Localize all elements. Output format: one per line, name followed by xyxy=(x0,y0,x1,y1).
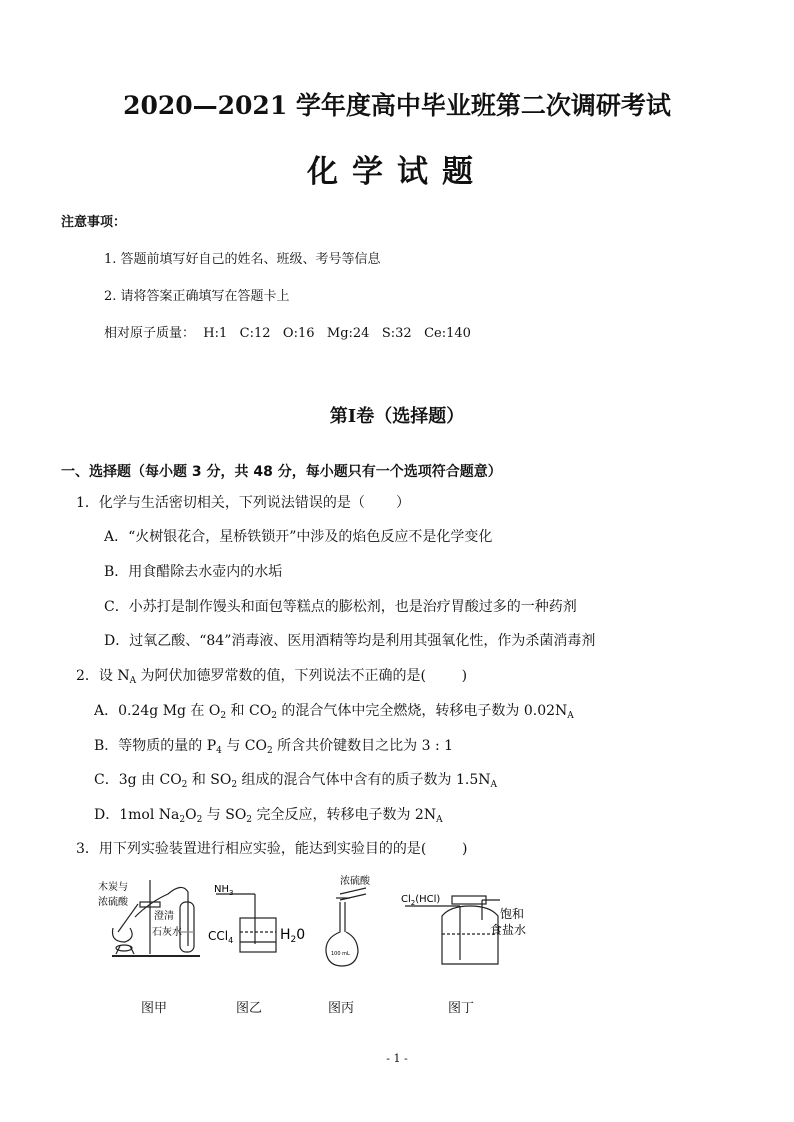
q1-option-b: B．用食醋除去水壶内的水垢 xyxy=(104,564,283,580)
notice-item-1: 1. 答题前填写好自己的姓名、班级、考号等信息 xyxy=(104,252,381,267)
fig-ding-gas: $Cl_2(HCl)$ xyxy=(401,894,441,907)
q3-apparatus-figures xyxy=(90,872,550,977)
notice-item-2: 2. 请将答案正确填写在答题卡上 xyxy=(104,289,290,304)
q1-option-c: C．小苏打是制作馒头和面包等糕点的膨松剂，也是治疗胃酸过多的一种药剂 xyxy=(104,599,577,615)
fig-yi-liquid-2: $H_20$ xyxy=(280,927,306,945)
fig-jia-label-1: 木炭与 xyxy=(98,882,128,893)
section-title: 第Ⅰ卷（选择题） xyxy=(329,406,465,427)
exam-title: 2020—2021 学年度高中毕业班第二次调研考试 xyxy=(123,91,671,120)
subject-title: 化学试题 xyxy=(307,154,487,190)
fig-ding-label-2: 食盐水 xyxy=(490,923,527,937)
caption-fig-yi: 图乙 xyxy=(236,1001,263,1016)
q2-option-a: A．0.24g Mg 在 $O_2$ 和 $CO_2$ 的混合气体中完全燃烧，转移电子数为 $0.02N_A$ xyxy=(94,703,574,721)
fig-jia-label-2: 浓硫酸 xyxy=(98,897,128,908)
fig-jia-label-4: 石灰水 xyxy=(152,927,182,938)
part-heading: 一、选择题（每小题 3 分，共 48 分，每小题只有一个选项符合题意） xyxy=(61,464,502,480)
notice-heading: 注意事项： xyxy=(61,215,127,230)
q3-stem: 3．用下列实验装置进行相应实验，能达到实验目的的是( ) xyxy=(76,841,468,857)
q1-option-d: D．过氧乙酸、“84”消毒液、医用酒精等均是利用其强氧化性，作为杀菌消毒剂 xyxy=(104,633,596,649)
fig-bing-label: 浓硫酸 xyxy=(340,876,370,887)
fig-ding-label-1: 饱和 xyxy=(500,907,525,921)
q2-option-b: B．等物质的量的 $P_4$ 与 $CO_2$ 所含共价键数目之比为 3 : 1 xyxy=(94,738,454,756)
q1-stem: 1．化学与生活密切相关，下列说法错误的是（ ） xyxy=(76,495,411,511)
fig-bing-flask-text: 100 mL xyxy=(331,951,350,957)
fig-yi-liquid-1: CCl$_4$ xyxy=(208,929,234,945)
caption-fig-jia: 图甲 xyxy=(141,1001,168,1016)
caption-fig-ding: 图丁 xyxy=(448,1001,475,1016)
atomic-mass-line: 相对原子质量： H:1 C:12 O:16 Mg:24 S:32 Ce:140 xyxy=(104,326,471,341)
q1-option-a: A．“火树银花合，星桥铁锁开”中涉及的焰色反应不是化学变化 xyxy=(104,529,493,545)
fig-jia-label-3: 澄清 xyxy=(154,911,174,922)
fig-yi-gas: $NH_3$ xyxy=(214,884,234,897)
fig-ding-apparatus xyxy=(405,896,500,964)
page-number: - 1 - xyxy=(386,1052,408,1065)
q2-stem: 2．设 $N_A$ 为阿伏加德罗常数的值，下列说法不正确的是( ) xyxy=(76,668,468,686)
q2-option-d: D．1mol $Na_2O_2$ 与 $SO_2$ 完全反应，转移电子数为 $2N_A$ xyxy=(94,807,443,825)
q2-option-c: C．3g 由 $CO_2$ 和 $SO_2$ 组成的混合气体中含有的质子数为 $1.5N_A$ xyxy=(94,772,498,790)
caption-fig-bing: 图丙 xyxy=(328,1001,355,1016)
